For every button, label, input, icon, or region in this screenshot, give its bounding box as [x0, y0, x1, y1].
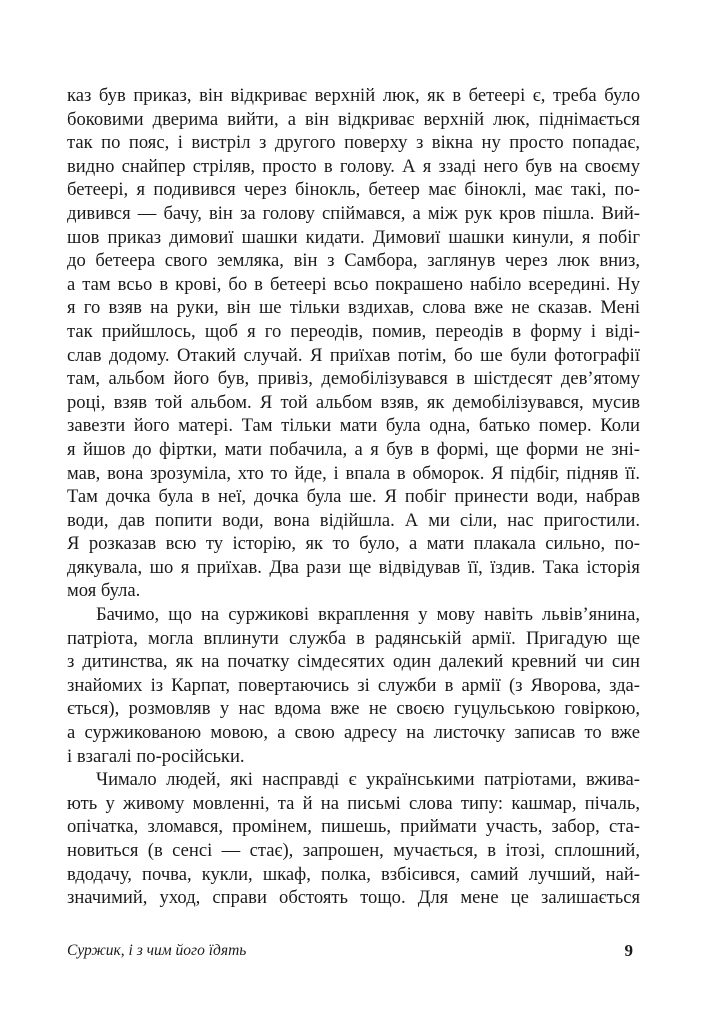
- paragraph-3: [67, 768, 640, 910]
- text-line: так по пояс, і вистріл з другого поверху з вікна ну просто попадає,: [67, 132, 640, 154]
- text-line: бетеері, я подивився через бінокль, бетеер має біноклі, має такі, по-: [67, 179, 640, 201]
- text-line: мав, вона зрозуміла, хто то йде, і впала в обморок. Я підбіг, підняв її.: [67, 462, 640, 484]
- text-line: слав додому. Отакий случай. Я приїхав потім, бо ше були фотографії: [67, 344, 640, 366]
- text-line: Там дочка була в неї, дочка була ше. Я побіг принести води, набрав: [67, 486, 640, 508]
- text-line: ється), розмовляв у нас вдома вже не своєю гуцульською говіркою,: [67, 698, 640, 720]
- text-line: дякувала, шо я приїхав. Два рази ще відвідував її, їздив. Така історія: [67, 556, 640, 578]
- text-line: Бачимо, що на суржикові вкраплення у мову навіть львів’янина,: [96, 604, 640, 626]
- text-line: я йшов до фіртки, мати побачила, а я був в формі, ще форми не зні-: [67, 438, 640, 460]
- text-line: патріота, могла вплинути служба в радянській армії. Пригадую ще: [67, 627, 640, 649]
- text-line: каз був приказ, він відкриває верхній люк, як в бетеері є, треба було: [67, 85, 640, 106]
- text-line: я го взяв на руки, він ше тільки вздихав, слова вже не сказав. Мені: [67, 297, 640, 319]
- text-line: до бетеера свого земляка, він з Самбора, заглянув через люк вниз,: [67, 250, 640, 272]
- text-line: боковими дверима вийти, а він відкриває верхній люк, піднімається: [67, 108, 640, 130]
- paragraph-2: [67, 603, 640, 768]
- text-line: вдодачу, почва, кукли, шкаф, полка, взбісився, самий лучший, най-: [67, 863, 640, 885]
- page-body: [67, 84, 640, 910]
- text-line: новиться (в сенсі — стає), запрошен, мучається, в ітозі, сплошний,: [67, 840, 640, 861]
- text-line: ють у живому мовленні, та й на письмі слова типу: кашмар, пічаль,: [67, 792, 640, 814]
- text-line: а суржикованою мовою, а свою адресу на листочку записав то вже: [67, 722, 640, 744]
- text-line: завезти його матері. Там тільки мати була одна, батько помер. Коли: [67, 415, 640, 437]
- text-line: Я розказав всю ту історію, як то було, а мати плакала сильно, по-: [67, 533, 640, 555]
- text-line: а там всьо в крові, бо в бетеері всьо покрашено набіло всередині. Ну: [67, 273, 640, 295]
- page-footer: [67, 940, 640, 964]
- text-line: опічатка, зломався, промінем, пишешь, приймати участь, забор, ста-: [67, 816, 640, 838]
- text-line: шов приказ димовиї шашки кидати. Димовиї шашки кинули, я побіг: [67, 226, 640, 248]
- text-line: моя була.: [67, 580, 141, 602]
- text-line: води, дав попити води, вона відійшла. А ми сіли, нас пригостили.: [67, 509, 640, 531]
- running-title: Суржик, і з чим його їдять: [67, 942, 247, 959]
- text-line: і взагалі по-російськи.: [67, 745, 245, 767]
- text-line: там, альбом його був, привіз, демобілізувався в шістдесят дев’ятому: [67, 368, 640, 390]
- paragraph-1: [67, 84, 640, 603]
- text-line: так прийшлось, щоб я го переодів, помив, переодів в форму і віді-: [67, 320, 640, 342]
- text-line: знайомих із Карпат, повертаючись зі служби в армії (з Яворова, зда-: [67, 674, 640, 696]
- text-line: значимий, уход, справи обстоять тощо. Для мене це залишається: [67, 887, 640, 909]
- text-line: дивився — бачу, він за голову спіймався, а між рук кров пішла. Вий-: [67, 202, 640, 224]
- text-line: році, взяв той альбом. Я той альбом взяв, як демобілізувався, мусив: [67, 391, 640, 413]
- text-line: Чимало людей, які насправді є українськими патріотами, вжива-: [96, 769, 640, 791]
- text-line: видно снайпер стріляв, просто в голову. А я ззаді него був на своєму: [67, 155, 640, 177]
- text-line: з дитинства, як на початку сімдесятих один далекий кревний чи син: [67, 651, 640, 673]
- page-number: 9: [624, 941, 633, 960]
